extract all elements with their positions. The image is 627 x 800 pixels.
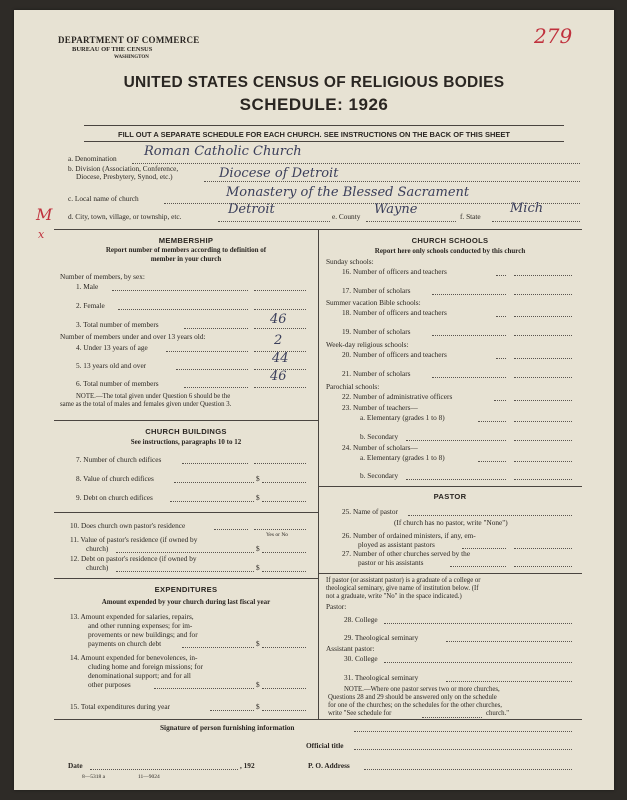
print-number: 11—9024 [138, 774, 160, 780]
pastor-title: PASTOR [433, 492, 467, 501]
form-number: 8—5318 a [82, 774, 106, 780]
divider [54, 719, 582, 720]
q22-answer [514, 400, 572, 401]
q7-answer [254, 463, 306, 464]
q31-answer [446, 681, 572, 682]
q6-value: 46 [270, 369, 287, 384]
q12-label-2: church) [86, 563, 109, 572]
q28-label: 28. College [344, 615, 378, 624]
census-schedule-sheet: DEPARTMENT OF COMMERCE BUREAU OF THE CENSUS WASHINGTON 279 UNITED STATES CENSUS OF RELIGIOUS BODIES SCHEDULE: 1926 FILL OUT A SEPARATE SCHEDULE FOR EACH CHURCH. SEE INSTRUCTIONS ON THE BACK OF THIS SHEET a. Denomination Roman Catholic Church b. Division (Association, Conference, Diocese, Presbytery, Synod, etc.) Diocese of Detroit c. Local name of church Monastery of the Blessed Sacrament M x d. City, town, village, or township, etc. Detroit e. County Wayne f. State Mich MEMBERSHIP Report number of members according to definition of member in your church Number of members, by sex: 1. Male 2. Female 3. Total number of members 46 Number of members under and over 13 years old: 4. Under 13 years of age 2 5. 13 years old and over 44 6. Total number of members 46 NOTE.—The total given under Question 6 should be the same as the total of males and females given under Question 3. CHURCH BUILDINGS See instructions, paragraphs 10 to 12 7. Number of church edifices 8. Value of church edifices $ 9. Debt on church edifices $ 10. Does church own pastor's residence Yes or No 11. Value of pastor's residence (if owned by church) $ 12. Debt on pastor's residence (if owned by church) $ EXPENDITURES Amount expended by your church during last fiscal year 13. Amount expended for salaries, repairs, and other running expenses; for im- provements or new buildings; and for payments on church debt $ 14. Amount expended for benevolences, in- cluding home and foreign missions; for denominational support; and for all other purposes $ 15. Total expenditures during year $ CHURCH SCHOOLS Report here only schools conducted by this church Sunday schools: 16. Number of officers and teachers 17. Number of scholars Summer vacation Bible schools: 18. Number of officers and teachers 19. Number of scholars Week-day religious schools: 20. Number of officers and teachers 21. Number of scholars Parochial schools: 22. Number of administrative officers 23. Number of teachers— a. Elementary (grades 1 to 8) b. Secondary 24. Number of scholars— a. Elementary (grades 1 to 8) b. Secondary PASTOR 25. Name of pastor (If church has no pastor, write "None") 26. Number of ordained ministers, if any, em- ployed as assistant pastors 27. Number of other churches served by the pastor or his assistants If pastor (or assistant pastor) is a graduate of a college or theological seminary, give name of institution below. (If not a graduate, write "No" in the space indicated.) Pastor: 28. College 29. Theological seminary Assistant pastor: 30. College 31. Theological seminary NOTE.—Where one pastor serves two or more churches, Questions 28 and 29 should be answered only on the schedule for one of the churches; on the schedules for the other churches, write "See schedule for church." Signature of person furnishing information Official title Date , 192 P. O. Address 8—5318 a 11—9024 [14, 10, 614, 790]
under-over-label: Number of members under and over 13 years old: [60, 332, 206, 341]
vacation-label: Summer vacation Bible schools: [326, 298, 421, 307]
q12-label: 12. Debt on pastor's residence (if owned by [70, 554, 197, 563]
buildings-title: CHURCH BUILDINGS [145, 427, 227, 436]
membership-title: MEMBERSHIP [158, 236, 214, 245]
q3-answer-line [254, 328, 306, 329]
q29-label: 29. Theological seminary [344, 633, 419, 642]
q18-label: 18. Number of officers and teachers [342, 308, 447, 317]
q24-label: 24. Number of scholars— [342, 443, 418, 452]
divider [54, 512, 318, 513]
q3-value: 46 [270, 312, 287, 327]
q6-answer-line [254, 387, 306, 388]
q13-answer [262, 647, 306, 648]
county-value: Wayne [374, 202, 418, 217]
church-name-label: c. Local name of church [68, 194, 139, 203]
bureau-label: BUREAU OF THE CENSUS [72, 46, 153, 53]
q24b-label: b. Secondary [360, 471, 399, 480]
q1-label: 1. Male [76, 282, 99, 291]
q27-answer [514, 566, 572, 567]
yes-no-hint: Yes or No [266, 532, 289, 538]
membership-intro-2: member in your church [150, 255, 222, 263]
q24a-answer [514, 461, 572, 462]
schools-title: CHURCH SCHOOLS [411, 236, 489, 245]
q23a-label: a. Elementary (grades 1 to 8) [360, 413, 445, 422]
schedule-title: SCHEDULE: 1926 [239, 95, 389, 114]
q30-label: 30. College [344, 654, 378, 663]
membership-note-2: same as the total of males and females given under Question 3. [60, 401, 232, 408]
q5-value: 44 [272, 351, 289, 366]
year-label: , 192 [240, 761, 255, 770]
county-line [366, 221, 456, 222]
church-name-value: Monastery of the Blessed Sacrament [226, 185, 470, 200]
q25-label: 25. Name of pastor [342, 507, 398, 516]
form-title: UNITED STATES CENSUS OF RELIGIOUS BODIES [123, 74, 505, 91]
division-label-2: Diocese, Presbytery, Synod, etc.) [76, 172, 173, 181]
division-label: b. Division (Association, Conference, [68, 164, 179, 173]
graduate-instruction: If pastor (or assistant pastor) is a graduate of a college or [326, 577, 481, 584]
q14-label: 14. Amount expended for benevolences, in- [70, 653, 198, 662]
q9-answer [262, 501, 306, 502]
asst-pastor-label: Assistant pastor: [326, 644, 375, 653]
q15-label: 15. Total expenditures during year [70, 702, 171, 711]
q24b-answer [514, 479, 572, 480]
q23-label: 23. Number of teachers— [342, 403, 418, 412]
weekday-label: Week-day religious schools: [326, 340, 409, 349]
schools-sub: Report here only schools conducted by this church [374, 247, 526, 255]
q4-label: 4. Under 13 years of age [76, 343, 148, 352]
divider [318, 486, 582, 487]
q22-label: 22. Number of administrative officers [342, 392, 453, 401]
instructions-line: FILL OUT A SEPARATE SCHEDULE FOR EACH CHURCH. SEE INSTRUCTIONS ON THE BACK OF THIS SHEET [118, 130, 510, 139]
denomination-line [132, 163, 580, 164]
division-line [204, 181, 580, 182]
q5-label: 5. 13 years old and over [76, 361, 147, 370]
q11-label-2: church) [86, 544, 109, 553]
q23b-answer [514, 440, 572, 441]
q11-answer [262, 552, 306, 553]
county-label: e. County [332, 212, 361, 221]
date-label: Date [68, 761, 83, 770]
expenditures-title: EXPENDITURES [154, 585, 218, 594]
q11-label: 11. Value of pastor's residence (if owned by [70, 535, 198, 544]
q20-answer [514, 358, 572, 359]
city-value: Detroit [228, 202, 275, 217]
q8-answer [262, 482, 306, 483]
city-label: d. City, town, village, or township, etc. [68, 212, 182, 221]
q25-answer [408, 515, 572, 516]
official-title-label: Official title [306, 741, 344, 750]
q23a-answer [514, 421, 572, 422]
q10-label: 10. Does church own pastor's residence [70, 521, 186, 530]
signature-field[interactable] [354, 731, 572, 732]
q24a-label: a. Elementary (grades 1 to 8) [360, 453, 445, 462]
parochial-label: Parochial schools: [326, 382, 380, 391]
q20-label: 20. Number of officers and teachers [342, 350, 447, 359]
membership-note: NOTE.—The total given under Question 6 should be the [76, 393, 231, 400]
q4-value: 2 [274, 333, 283, 348]
q26-label: 26. Number of ordained ministers, if any, em- [342, 531, 476, 540]
q8-label: 8. Value of church edifices [76, 474, 154, 483]
q7-label: 7. Number of church edifices [76, 455, 162, 464]
q21-answer [514, 377, 572, 378]
q9-label: 9. Debt on church edifices [76, 493, 153, 502]
membership-intro: Report number of members according to definition of [105, 246, 267, 254]
state-label: f. State [460, 212, 481, 221]
q10-answer [254, 529, 306, 530]
divider [84, 125, 564, 126]
divider [84, 141, 564, 142]
divider [54, 578, 318, 579]
divider [54, 420, 318, 421]
city-line [218, 221, 330, 222]
buildings-sub: See instructions, paragraphs 10 to 12 [130, 438, 242, 446]
q16-label: 16. Number of officers and teachers [342, 267, 447, 276]
cross-mark: x [38, 228, 45, 241]
divider [318, 573, 582, 574]
q29-answer [446, 641, 572, 642]
q19-label: 19. Number of scholars [342, 327, 411, 336]
column-divider [318, 229, 319, 719]
q1-answer [254, 290, 306, 291]
po-address-field[interactable] [364, 769, 572, 770]
q16-answer [514, 275, 572, 276]
q15-answer [262, 710, 306, 711]
q31-label: 31. Theological seminary [344, 673, 419, 682]
q28-answer [384, 623, 572, 624]
city-label: WASHINGTON [114, 55, 149, 60]
expenditures-sub: Amount expended by your church during last fiscal year [101, 598, 271, 606]
by-sex-label: Number of members, by sex: [60, 272, 145, 281]
q17-answer [514, 294, 572, 295]
state-value: Mich [510, 201, 544, 216]
q26-answer [514, 548, 572, 549]
q30-answer [384, 662, 572, 663]
q14-answer [262, 688, 306, 689]
q18-answer [514, 316, 572, 317]
q12-answer [262, 571, 306, 572]
page-number: 279 [534, 24, 573, 48]
q27-label: 27. Number of other churches served by the [342, 549, 471, 558]
margin-mark: M [36, 205, 53, 224]
department-label: DEPARTMENT OF COMMERCE [58, 35, 200, 45]
date-field[interactable] [90, 769, 238, 770]
official-title-field[interactable] [354, 749, 572, 750]
q23b-label: b. Secondary [360, 432, 399, 441]
q19-answer [514, 335, 572, 336]
q17-label: 17. Number of scholars [342, 286, 411, 295]
division-value: Diocese of Detroit [219, 166, 339, 181]
signature-label: Signature of person furnishing information [160, 723, 295, 732]
q13-label: 13. Amount expended for salaries, repairs, [70, 612, 194, 621]
pastor-label: Pastor: [326, 602, 347, 611]
state-line [492, 221, 580, 222]
q6-label: 6. Total number of members [76, 379, 159, 388]
po-address-label: P. O. Address [308, 761, 350, 770]
denomination-label: a. Denomination [68, 154, 117, 163]
q25-hint: (If church has no pastor, write "None") [394, 518, 508, 527]
denomination-value: Roman Catholic Church [144, 144, 302, 159]
q3-label: 3. Total number of members [76, 320, 159, 329]
q2-label: 2. Female [76, 301, 105, 310]
q2-answer [254, 309, 306, 310]
q21-label: 21. Number of scholars [342, 369, 411, 378]
sunday-label: Sunday schools: [326, 257, 374, 266]
pastor-note: NOTE.—Where one pastor serves two or more churches, [344, 686, 500, 693]
